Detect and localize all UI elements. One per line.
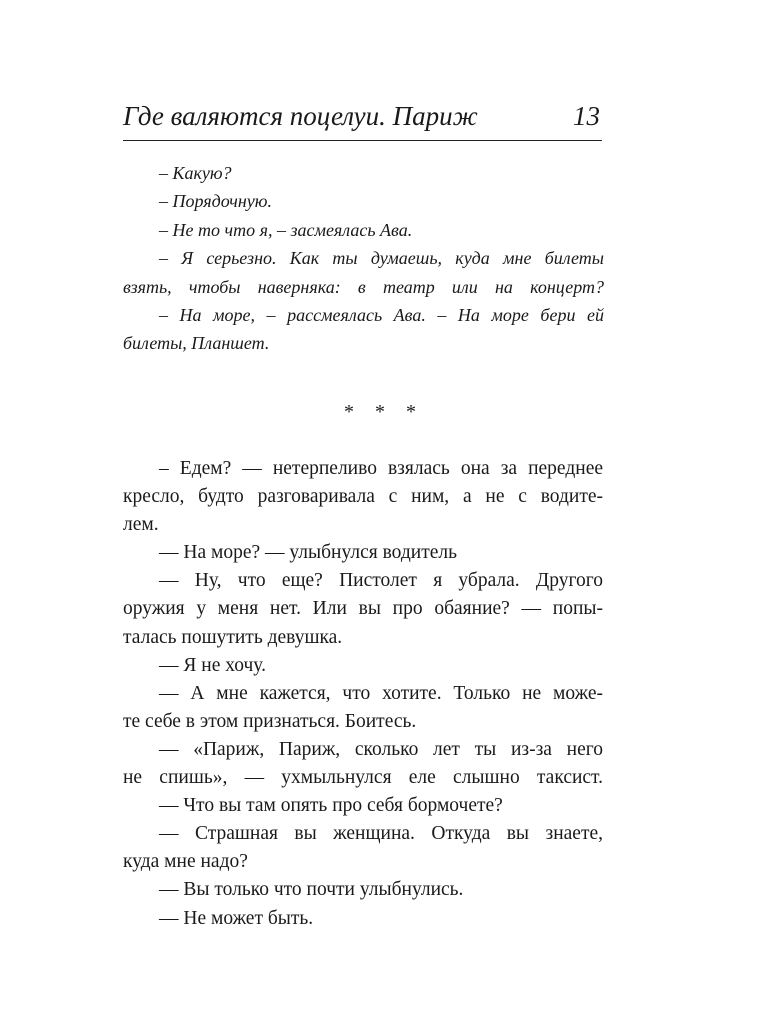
text-line: кресло, будто разговаривала с ним, а не с водите- bbox=[123, 486, 603, 508]
text-line: – Не то что я, – засмеялась Ава. bbox=[159, 219, 413, 240]
text-line: билеты, Планшет. bbox=[123, 333, 270, 354]
text-line: — «Париж, Париж, сколько лет ты из-за него bbox=[159, 738, 603, 760]
text-line: — Не может быть. bbox=[159, 907, 314, 929]
text-line: талась пошутить девушка. bbox=[123, 626, 343, 648]
page-number: 13 bbox=[573, 101, 600, 131]
text-line: взять, чтобы наверняка: в театр или на концерт? bbox=[123, 276, 604, 297]
text-line: – Какую? bbox=[159, 163, 232, 183]
text-line: — Я не хочу. bbox=[159, 654, 266, 676]
running-header bbox=[123, 98, 602, 141]
text-line: — Что вы там опять про себя бормочете? bbox=[159, 795, 503, 817]
text-line: – Я серьезно. Как ты думаешь, куда мне билеты bbox=[159, 248, 604, 269]
book-title: Где валяются поцелуи. Париж bbox=[123, 101, 478, 131]
text-line: — Страшная вы женщина. Откуда вы знаете, bbox=[159, 823, 603, 845]
italic-dialogue-section bbox=[123, 159, 604, 358]
body-dialogue-section bbox=[123, 455, 603, 933]
text-line: куда мне надо? bbox=[123, 851, 248, 873]
text-line: — А мне кажется, что хотите. Только не може- bbox=[159, 682, 603, 704]
text-line: лем. bbox=[123, 514, 159, 536]
text-line: оружия у меня нет. Или вы про обаяние? — попы- bbox=[123, 598, 603, 620]
text-line: — Вы только что почти улыбнулись. bbox=[159, 879, 464, 901]
text-line: — На море? — улыбнулся водитель bbox=[159, 542, 458, 564]
text-line: не спишь», — ухмыльнулся еле слышно таксист. bbox=[123, 767, 603, 789]
text-line: – Порядочную. bbox=[159, 191, 272, 212]
text-line: – Едем? — нетерпеливо взялась она за переднее bbox=[159, 458, 603, 479]
text-line: — Ну, что еще? Пистолет я убрала. Другого bbox=[159, 570, 603, 592]
text-line: те себе в этом признаться. Боитесь. bbox=[123, 710, 417, 732]
text-line: – На море, – рассмеялась Ава. – На море бери ей bbox=[159, 304, 604, 325]
section-separator: * * * bbox=[344, 401, 424, 423]
